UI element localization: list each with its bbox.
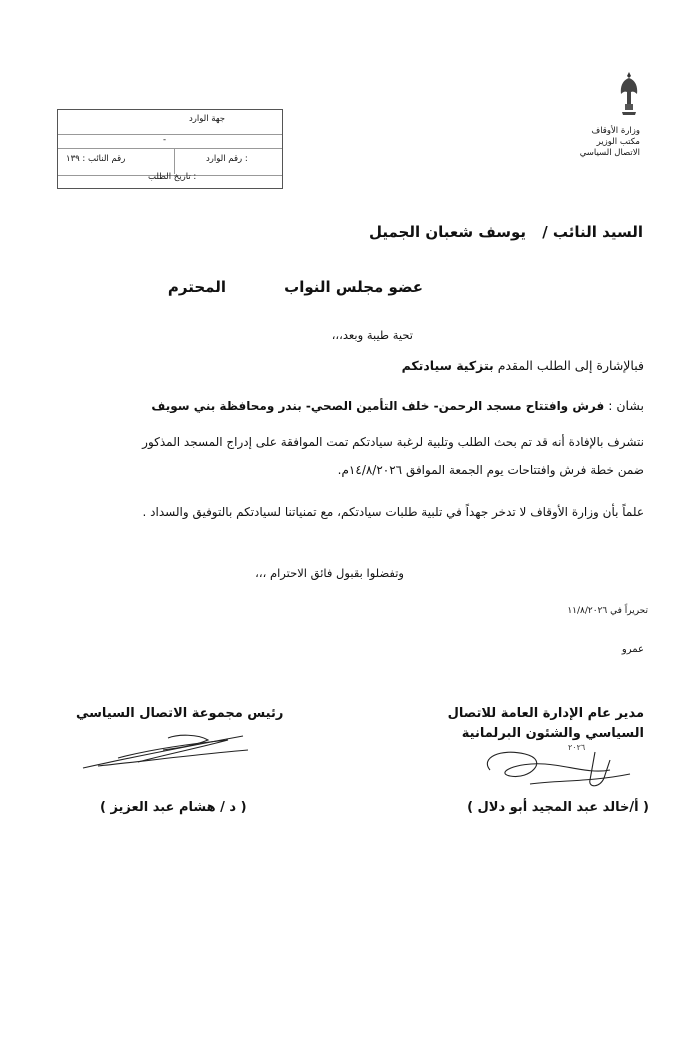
left-signatory-title: رئيس مجموعة الاتصال السياسي [76,706,284,721]
request-date-label: تاريخ الطلب : [148,172,197,182]
ministry-line: مكتب الوزير [596,137,640,147]
paragraph-2: علماً بأن وزارة الأوقاف لا تدخر جهداً في تلبية طلبات سيادتكم، مع تمنياتنا لسيادتكم بالتوفيق والسداد . [142,505,644,519]
svg-text:٢٠٢٦: ٢٠٢٦ [568,743,586,752]
eagle-emblem-icon [617,70,641,116]
deputy-number: رقم النائب : ١٣٩ [66,154,126,164]
reference-line [402,358,644,373]
subject-label: بشان : [608,398,644,413]
clerk-name: عمرو [621,644,644,655]
incoming-box [57,109,283,189]
right-signatory-title-line-1: مدير عام الإدارة العامة للاتصال [447,706,644,721]
subject-text: فرش وافتتاح مسجد الرحمن- خلف التأمين الصحي- بندر ومحافظة بني سويف [151,399,605,413]
deputy-name: يوسف شعبان الجميل [368,223,526,241]
right-signatory-title-line-2: السياسي والشئون البرلمانية [461,726,644,741]
incoming-no-label: رقم الوارد : [206,154,248,164]
written-date: تحريراً في ١١/٨/٢٠٢٦ [567,606,648,616]
incoming-box-dash: - [163,135,167,145]
reference-bold: بتزكية سيادتكم [401,358,494,373]
closing-line: وتفضلوا بقبول فائق الاحترام ،،، [255,566,404,580]
paragraph-1-line-1: نتشرف بالإفادة أنه قد تم بحث الطلب وتلبية لرغبة سيادتكم تمت الموافقة على إدراج المسجد المذكور [142,435,644,449]
reference-text: فبالإشارة إلى الطلب المقدم [497,358,644,373]
ministry-line: وزارة الأوقاف [591,126,640,136]
incoming-box-title: جهة الوارد [189,114,226,124]
salutation: السيد النائب / [542,223,643,241]
left-signature [78,728,253,773]
member-title: عضو مجلس النواب [284,278,423,296]
paragraph-1-line-2: ضمن خطة فرش وافتتاحات يوم الجمعة الموافق ١٤/٨/٢٠٢٦م. [337,463,644,477]
right-signatory-name: ( أ/خالد عبد المجيد أبو دلال ) [467,800,649,815]
ministry-line: الاتصال السياسي [579,148,640,158]
subject-line [151,398,644,413]
left-signatory-name: ( د / هشام عبد العزيز ) [100,800,247,815]
right-signature [470,740,640,800]
ministry-header [520,126,640,159]
greeting: تحية طيبة وبعد،،، [331,328,413,342]
respected-label: المحترم [167,278,226,296]
